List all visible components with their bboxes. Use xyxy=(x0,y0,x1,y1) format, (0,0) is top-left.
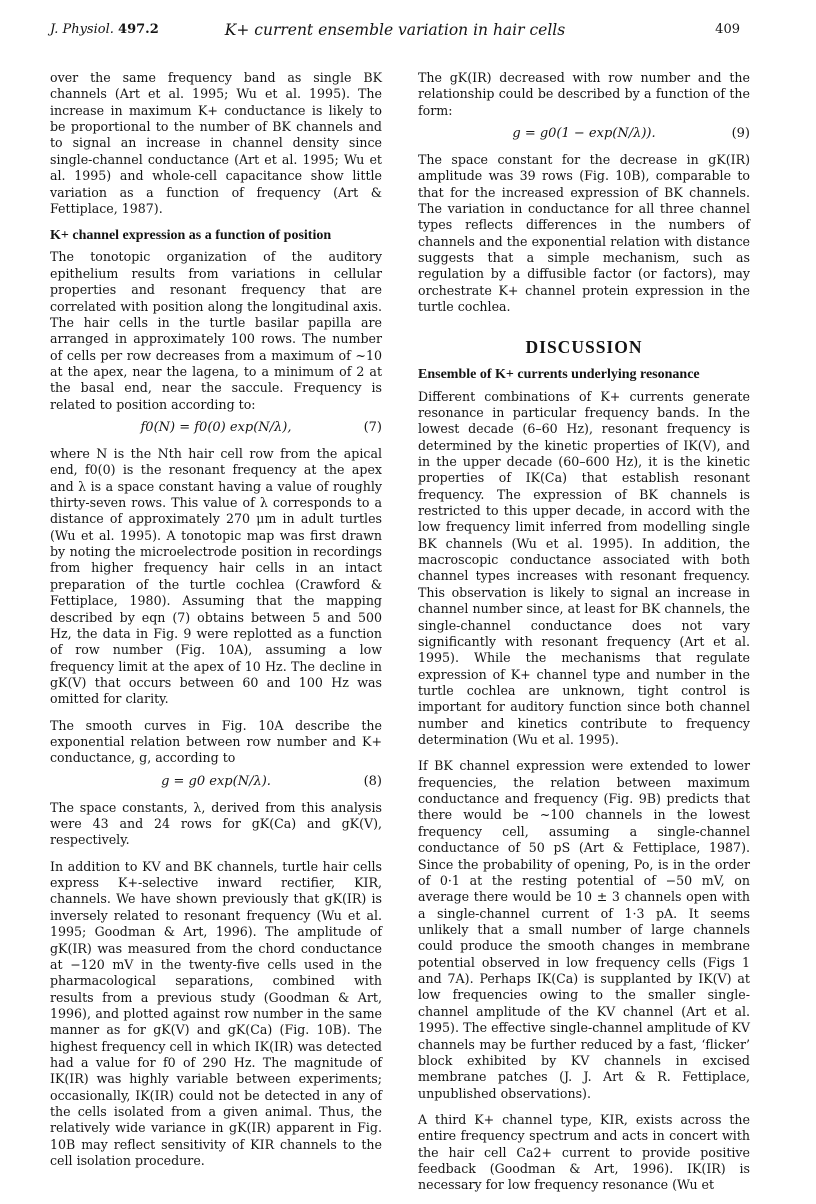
paragraph: The gK(IR) decreased with row number and the relationship could be described by a function of the form: xyxy=(418,70,750,118)
section-heading: DISCUSSION xyxy=(525,336,643,357)
equation-text: g = g0 exp(N/λ). xyxy=(161,773,271,789)
paragraph: If BK channel expression were extended to lower frequencies, the relation between maximum conductance and frequency (Fig. 9B) predicts that there would be ~100 channels in the lowest frequency cell, assuming a single-channel conductance of 50 pS (Art & Fettiplace, 1987). Since the probability of opening, Po, is in the order of 0·1 at the resting potential of −50 mV, on average there would be 10 ± 3 channels open with a single-channel current of 1·3 pA. It seems unlikely that a small number of large channels could produce the smooth changes in membrane potential observed in low frequency cells (Figs 1 and 7A). Perhaps IK(Ca) is supplanted by IK(V) at low frequencies owing to the smaller single-channel amplitude of the KV channel (Art et al. 1995). The effective single-channel amplitude of KV channels may be further reduced by a fast, ‘flicker’ block exhibited by KV channels in excised membrane patches (J. J. Art & R. Fettiplace, unpublished observations). xyxy=(418,758,750,1101)
running-title: K+ current ensemble variation in hair cells xyxy=(224,21,566,39)
journal-name: J. Physiol. xyxy=(50,22,114,37)
equation-text: g = g0(1 − exp(N/λ)). xyxy=(512,126,656,142)
equation-7 xyxy=(50,420,382,437)
subsection-heading: Ensemble of K+ currents underlying resonance xyxy=(418,367,700,383)
paragraph: The tonotopic organization of the auditory epithelium results from variations in cellular properties and resonant frequency that are correlated with position along the longitudinal axis. The hair cells in the turtle basilar papilla are arranged in approximately 100 rows. The number of cells per row decreases from a maximum of ~10 at the apex, near the lagena, to a minimum of 2 at the basal end, near the saccule. Frequency is related to position according to: xyxy=(50,249,382,412)
equation-text: f0(N) = f0(0) exp(N/λ), xyxy=(140,420,292,436)
journal-volume: 497.2 xyxy=(118,22,159,37)
subsection-heading: K+ channel expression as a function of position xyxy=(50,228,332,244)
paragraph: The smooth curves in Fig. 10A describe the exponential relation between row number and K+ conductance, g, according to xyxy=(50,717,382,766)
paragraph: A third K+ channel type, KIR, exists across the entire frequency spectrum and acts in concert with the hair cell Ca2+ current to provide positive feedback (Goodman & Art, 1996). IK(IR) is necessary for low frequency resonance (Wu et xyxy=(418,1111,750,1193)
paragraph: where N is the Nth hair cell row from the apical end, f0(0) is the resonant frequency at the apex and λ is a space constant having a value of roughly thirty-seven rows. This value of λ corresponds to a distance of approximately 270 μm in adult turtles (Wu et al. 1995). A tonotopic map was first drawn by noting the microelectrode position in recordings from higher frequency hair cells in an intact preparation of the turtle cochlea (Crawford & Fettiplace, 1980). Assuming that the mapping described by eqn (7) obtains between 5 and 500 Hz, the data in Fig. 9 were replotted as a function of row number (Fig. 10A), assuming a low frequency limit at the apex of 10 Hz. The decline in gK(V) that occurs between 60 and 100 Hz was omitted for clarity. xyxy=(50,445,382,707)
paragraph: The space constant for the decrease in gK(IR) amplitude was 39 rows (Fig. 10B), comparable to that for the increased expression of BK channels. The variation in conductance for all three channel types reflects differences in the numbers of channels and the exponential relation with distance suggests that a simple mechanism, such as regulation by a diffusible factor (or factors), may orchestrate K+ channel protein expression in the turtle cochlea. xyxy=(418,151,750,315)
equation-number: (9) xyxy=(731,126,750,142)
equation-number: (8) xyxy=(363,773,382,789)
left-column xyxy=(50,70,382,1180)
equation-number: (7) xyxy=(363,420,382,436)
running-header xyxy=(50,22,740,44)
paragraph: Different combinations of K+ currents generate resonance in particular frequency bands. In the lowest decade (6–60 Hz), resonant frequency is determined by the kinetic properties of IK(V), and in the upper decade (60–600 Hz), it is the kinetic properties of IK(Ca) that establish resonant frequency. The expression of BK channels is restricted to this upper decade, in accord with the low frequency limit inferred from modelling single BK channels (Wu et al. 1995). In addition, the macroscopic conductance associated with both channel types increases with resonant frequency. This observation is likely to signal an increase in channel number since, at least for BK channels, the single-channel conductance does not vary significantly with resonant frequency (Art et al. 1995). While the mechanisms that regulate expression of K+ channel type and number in the turtle cochlea are unknown, tight control is important for auditory function since both channel number and kinetics contribute to frequency determination (Wu et al. 1995). xyxy=(418,388,750,748)
page-number: 409 xyxy=(715,22,740,37)
paragraph: over the same frequency band as single BK channels (Art et al. 1995; Wu et al. 1995). The increase in maximum K+ conductance is likely to be proportional to the number of BK channels and to signal an increase in channel density since single-channel conductance (Art et al. 1995; Wu et al. 1995) and whole-cell capacitance show little variation as a function of frequency (Art & Fettiplace, 1987). xyxy=(50,70,382,216)
paragraph: The space constants, λ, derived from this analysis were 43 and 24 rows for gK(Ca) and gK(V), respectively. xyxy=(50,799,382,848)
paragraph: In addition to KV and BK channels, turtle hair cells express K+-selective inward rectifier, KIR, channels. We have shown previously that gK(IR) is inversely related to resonant frequency (Wu et al. 1995; Goodman & Art, 1996). The amplitude of gK(IR) was measured from the chord conductance at −120 mV in the twenty-five cells used in the pharmacological separations, combined with results from a previous study (Goodman & Art, 1996), and plotted against row number in the same manner as for gK(V) and gK(Ca) (Fig. 10B). The highest frequency cell in which IK(IR) was detected had a value for f0 of 290 Hz. The magnitude of IK(IR) was highly variable between experiments; occasionally, IK(IR) could not be detected in any of the cells isolated from a given animal. Thus, the relatively wide variance in gK(IR) apparent in Fig. 10B may reflect sensitivity of KIR channels to the cell isolation procedure. xyxy=(50,858,382,1169)
equation-8 xyxy=(50,774,382,791)
right-column xyxy=(418,70,750,1204)
equation-9 xyxy=(418,126,750,143)
